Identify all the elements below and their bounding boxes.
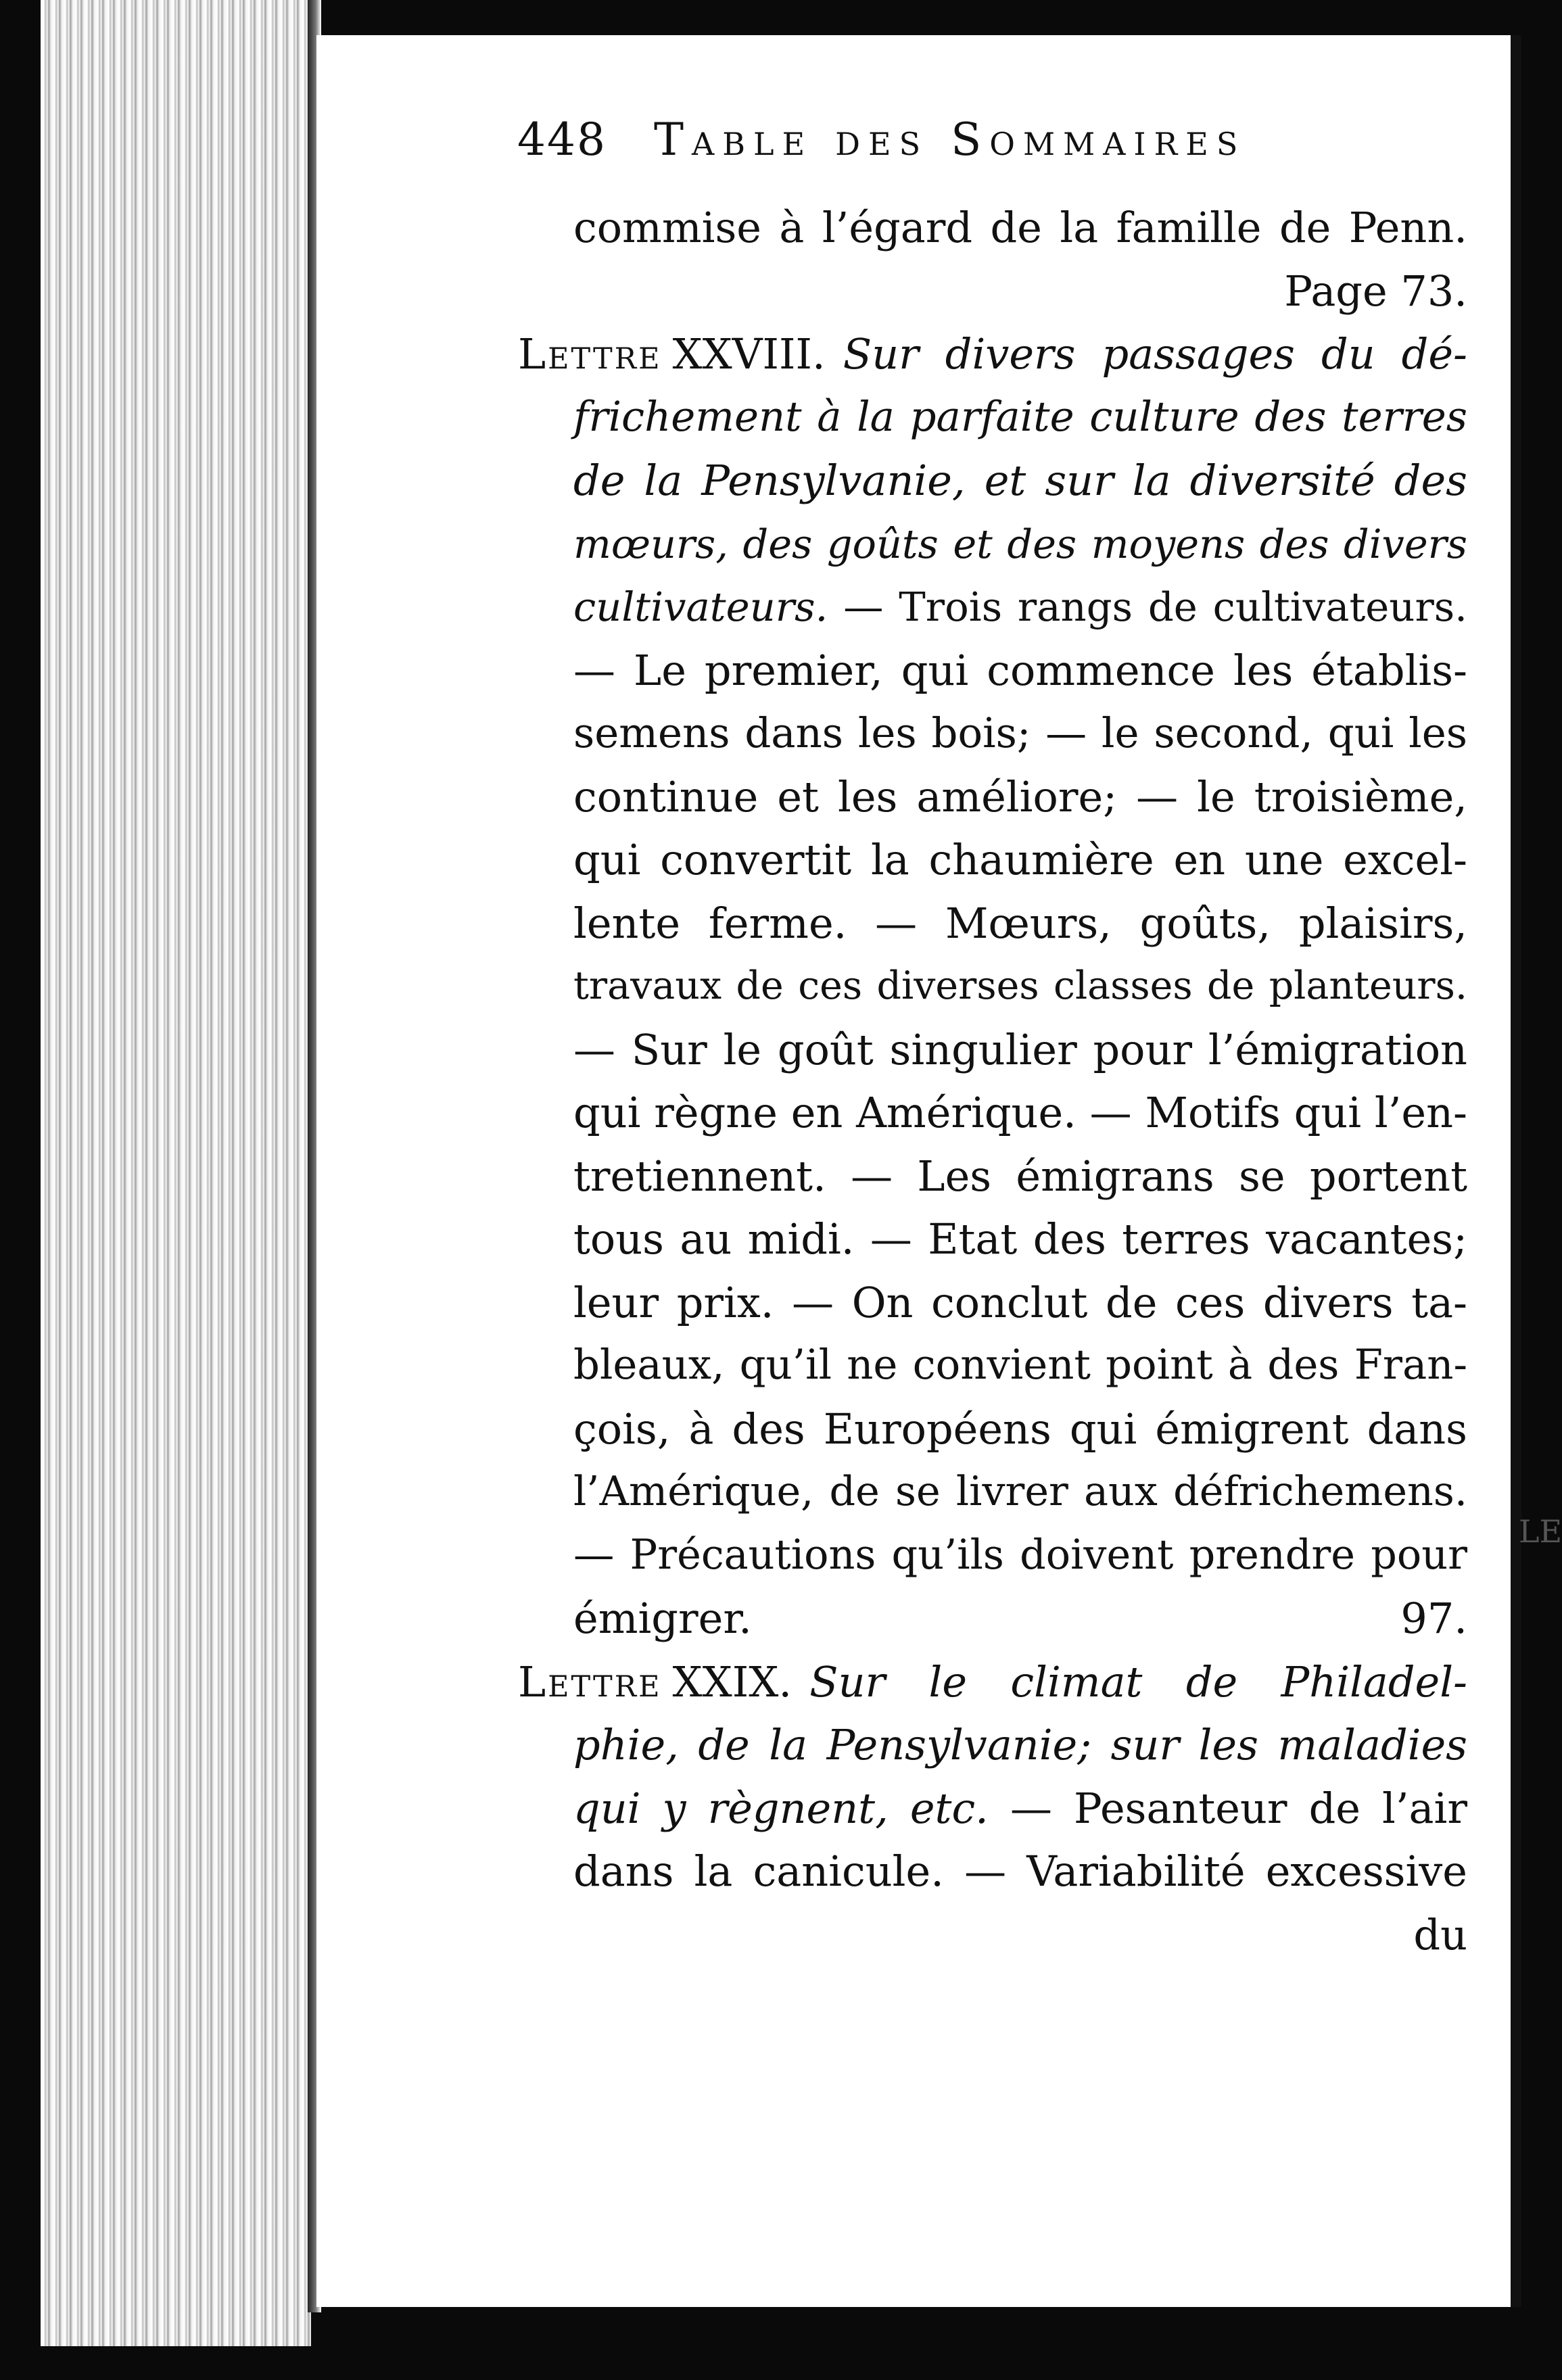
- text-line: frichement à la parfaite culture des terres: [573, 393, 1467, 441]
- page-reference: Page 73.: [1284, 266, 1467, 316]
- text-line: qui règne en Amérique. — Motifs qui l’en-: [573, 1088, 1467, 1137]
- entry-continuation: [573, 196, 1467, 323]
- text-line: çois, à des Européens qui émigrent dans: [573, 1404, 1467, 1454]
- letter-number: XXIX.: [672, 1657, 792, 1707]
- margin-fragment: LE: [1519, 1513, 1562, 1550]
- text-line: qui convertit la chaumière en une excel-: [573, 835, 1467, 884]
- text-line: de la Pensylvanie, et sur la diversité des: [573, 456, 1467, 505]
- running-head: [517, 114, 1308, 166]
- text-line: cultivateurs. — Trois rangs de cultivateurs.: [573, 584, 1467, 630]
- text-line: semens dans les bois; — le second, qui les: [573, 709, 1467, 757]
- page-number: 448: [517, 114, 607, 166]
- text-line: lente ferme. — Mœurs, goûts, plaisirs,: [573, 898, 1467, 948]
- letter-entry: [518, 1650, 1467, 1967]
- text-line: — Précautions qu’ils doivent prendre pour: [573, 1531, 1467, 1579]
- page-reference: 97.: [1400, 1594, 1467, 1643]
- letter-number: XXVIII.: [672, 329, 826, 379]
- running-head-title: Table des Sommaires: [653, 114, 1246, 166]
- letter-lead: Lettre: [518, 329, 662, 379]
- text-line: dans la canicule. — Variabilité excessive: [573, 1847, 1467, 1896]
- text-line: tretiennent. — Les émigrans se portent: [573, 1151, 1467, 1201]
- entry-heading-line: Lettre XXIX. Sur le climat de Philadel-: [518, 1657, 1467, 1707]
- page-gutter-shadow: [1511, 35, 1521, 2307]
- page-edge-block: [41, 0, 311, 2346]
- text-line: — Sur le goût singulier pour l’émigration: [573, 1024, 1467, 1074]
- text-line: commise à l’égard de la famille de Penn.: [573, 203, 1467, 252]
- letter-lead: Lettre: [518, 1657, 662, 1707]
- text-line: mœurs, des goûts et des moyens des divers: [573, 520, 1467, 567]
- text-line: phie, de la Pensylvanie; sur les maladies: [573, 1720, 1467, 1769]
- text-line: émigrer. 97.: [573, 1587, 1467, 1650]
- letter-entry: [518, 323, 1467, 1650]
- text-line: tous au midi. — Etat des terres vacantes;: [573, 1214, 1467, 1264]
- text-line: qui y règnent, etc. — Pesanteur de l’air: [573, 1783, 1467, 1833]
- entry-heading-line: Lettre XXVIII. Sur divers passages du dé-: [518, 329, 1467, 379]
- text-line: continue et les améliore; — le troisième,: [573, 771, 1467, 822]
- catchword-line: [573, 1903, 1467, 1967]
- catchword: du: [1413, 1909, 1467, 1959]
- text-line: travaux de ces diverses classes de planteurs.: [573, 963, 1467, 1008]
- text-line: — Le premier, qui commence les établis-: [573, 645, 1467, 695]
- text-line: l’Amérique, de se livrer aux défrichemens.: [573, 1468, 1467, 1515]
- text-line: bleaux, qu’il ne convient point à des Fran-: [573, 1341, 1467, 1389]
- text-line: leur prix. — On conclut de ces divers ta-: [573, 1277, 1467, 1327]
- page-reference-line: [573, 260, 1467, 323]
- page-text: [518, 196, 1467, 1966]
